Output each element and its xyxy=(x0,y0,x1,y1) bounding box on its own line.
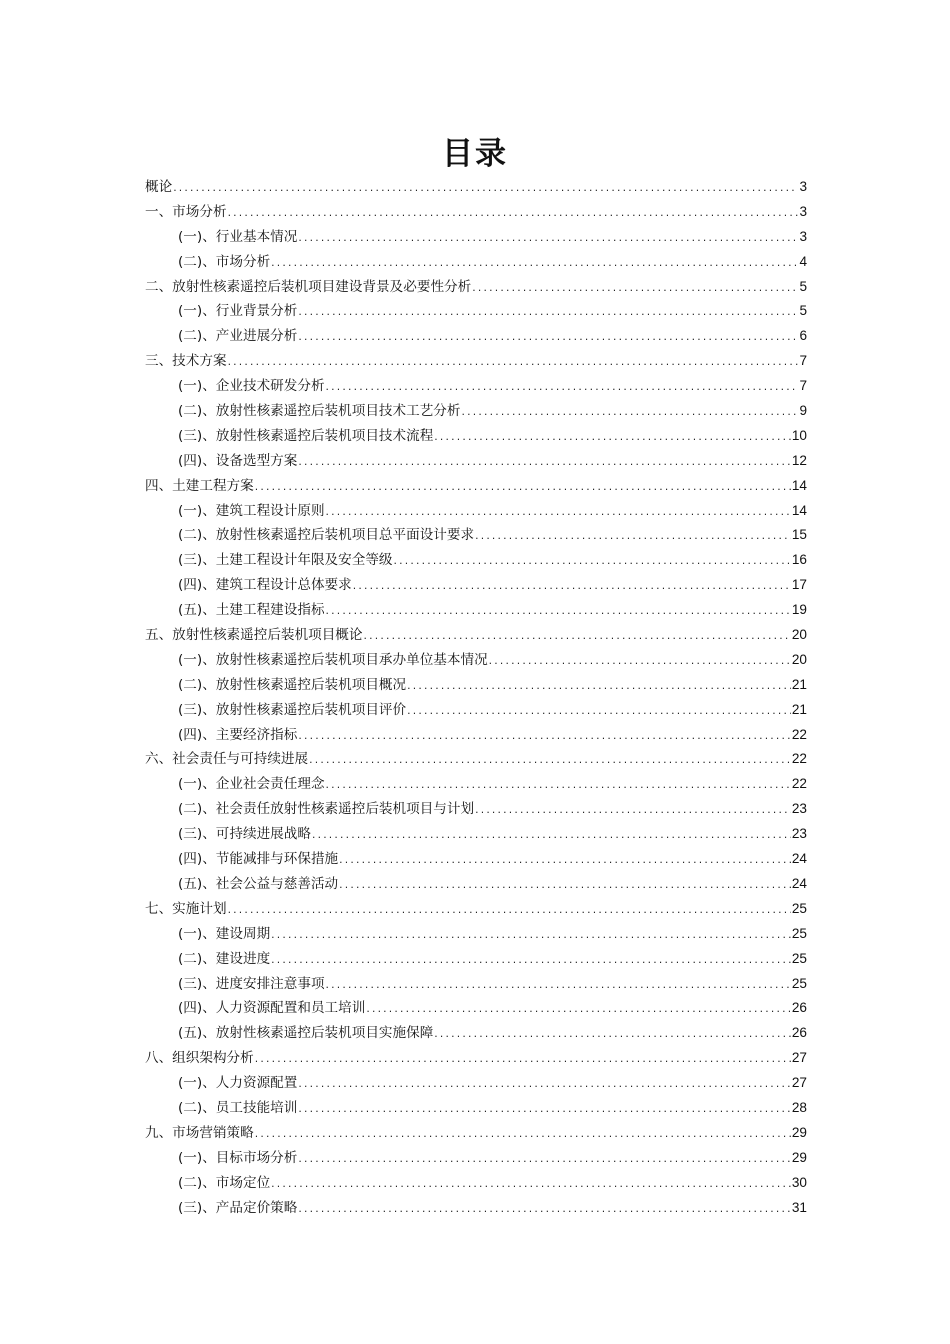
toc-page-number: 27 xyxy=(791,1075,807,1091)
toc-entry-label: (三)、放射性核素遥控后装机项目技术流程 xyxy=(178,427,434,444)
toc-dot-leader xyxy=(297,326,798,351)
toc-entry-label: (一)、企业社会责任理念 xyxy=(178,776,325,793)
toc-page-number: 25 xyxy=(791,900,807,916)
toc-dot-leader xyxy=(297,227,798,252)
toc-entry-label: (一)、建设周期 xyxy=(178,925,271,942)
toc-entry-label: (三)、产品定价策略 xyxy=(178,1199,298,1216)
toc-dot-leader xyxy=(460,401,798,426)
toc-page-number: 29 xyxy=(791,1124,807,1140)
toc-entry-label: (一)、放射性核素遥控后装机项目承办单位基本情况 xyxy=(178,651,488,668)
toc-entry-label: (一)、行业背景分析 xyxy=(178,303,298,320)
toc-subentry[interactable] xyxy=(145,1096,807,1121)
toc-subentry[interactable] xyxy=(145,449,807,474)
toc-dot-leader xyxy=(254,476,791,501)
toc-dot-leader xyxy=(172,177,798,202)
toc-dot-leader xyxy=(297,1098,791,1123)
toc-page-number: 4 xyxy=(799,253,807,269)
toc-subentry[interactable] xyxy=(145,548,807,573)
toc-subentry[interactable] xyxy=(145,1196,807,1221)
toc-subentry[interactable] xyxy=(145,698,807,723)
toc-dot-leader xyxy=(338,849,791,874)
toc-subentry[interactable] xyxy=(145,598,807,623)
toc-dot-leader xyxy=(297,1073,791,1098)
toc-page-number: 29 xyxy=(791,1149,807,1165)
toc-entry-label: (三)、进度安排注意事项 xyxy=(178,975,325,992)
toc-subentry[interactable] xyxy=(145,374,807,399)
toc-page-number: 5 xyxy=(799,278,807,294)
toc-entry-label: (一)、建筑工程设计原则 xyxy=(178,502,325,519)
toc-subentry[interactable] xyxy=(145,324,807,349)
toc-dot-leader xyxy=(227,202,799,227)
toc-subentry[interactable] xyxy=(145,499,807,524)
toc-entry[interactable] xyxy=(145,747,807,772)
toc-page-number: 3 xyxy=(799,179,807,194)
toc-entry-label: 一、市场分析 xyxy=(145,203,227,220)
toc-entry-label: (三)、土建工程设计年限及安全等级 xyxy=(178,552,393,569)
toc-page-number: 30 xyxy=(791,1174,807,1190)
toc-entry-label: (四)、设备选型方案 xyxy=(178,452,298,469)
toc-page-number: 17 xyxy=(791,577,807,593)
toc-page-number: 6 xyxy=(799,328,807,344)
toc-page-number: 7 xyxy=(799,353,807,369)
toc-dot-leader xyxy=(297,725,791,750)
toc-dot-leader xyxy=(270,252,798,277)
toc-entry[interactable] xyxy=(145,1046,807,1071)
toc-subentry[interactable] xyxy=(145,299,807,324)
toc-entry-label: (五)、放射性核素遥控后装机项目实施保障 xyxy=(178,1025,434,1042)
toc-dot-leader xyxy=(325,974,791,999)
toc-dot-leader xyxy=(433,426,791,451)
toc-page-number: 21 xyxy=(791,701,807,717)
toc-subentry[interactable] xyxy=(145,399,807,424)
toc-dot-leader xyxy=(406,675,791,700)
toc-dot-leader xyxy=(227,351,799,376)
toc-entry-label: (二)、产业进展分析 xyxy=(178,328,298,345)
toc-dot-leader xyxy=(433,1023,791,1048)
toc-page-number: 22 xyxy=(791,776,807,792)
toc-list xyxy=(145,175,807,1220)
toc-subentry[interactable] xyxy=(145,972,807,997)
toc-entry-label: (二)、社会责任放射性核素遥控后装机项目与计划 xyxy=(178,801,475,818)
toc-entry-label: (一)、人力资源配置 xyxy=(178,1075,298,1092)
toc-dot-leader xyxy=(297,1148,791,1173)
toc-page-number: 15 xyxy=(791,527,807,543)
toc-page-number: 12 xyxy=(791,452,807,468)
toc-subentry[interactable] xyxy=(145,523,807,548)
toc-page-number: 25 xyxy=(791,925,807,941)
toc-dot-leader xyxy=(325,376,799,401)
toc-subentry[interactable] xyxy=(145,723,807,748)
toc-entry-label: (四)、主要经济指标 xyxy=(178,726,298,743)
toc-page-number: 21 xyxy=(791,676,807,692)
toc-subentry[interactable] xyxy=(145,947,807,972)
toc-subentry[interactable] xyxy=(145,872,807,897)
toc-subentry[interactable] xyxy=(145,1071,807,1096)
toc-entry-label: (三)、放射性核素遥控后装机项目评价 xyxy=(178,701,407,718)
toc-entry[interactable] xyxy=(145,623,807,648)
toc-dot-leader xyxy=(352,575,791,600)
toc-entry-label: 九、市场营销策略 xyxy=(145,1124,254,1141)
toc-entry[interactable] xyxy=(145,1121,807,1146)
toc-page-number: 20 xyxy=(791,627,807,643)
toc-subentry[interactable] xyxy=(145,1146,807,1171)
toc-entry-label: (二)、放射性核素遥控后装机项目概况 xyxy=(178,676,407,693)
toc-entry-label: 四、土建工程方案 xyxy=(145,477,254,494)
toc-subentry[interactable] xyxy=(145,225,807,250)
toc-dot-leader xyxy=(471,277,798,302)
toc-dot-leader xyxy=(363,625,791,650)
toc-page-number: 25 xyxy=(791,975,807,991)
toc-page-number: 5 xyxy=(799,303,807,319)
toc-entry-label: 五、放射性核素遥控后装机项目概论 xyxy=(145,627,363,644)
toc-page-number: 14 xyxy=(791,477,807,493)
toc-entry-label: 六、社会责任与可持续进展 xyxy=(145,751,309,768)
toc-entry-label: (一)、企业技术研发分析 xyxy=(178,378,325,395)
toc-entry-label: (一)、行业基本情况 xyxy=(178,228,298,245)
toc-page-number: 3 xyxy=(799,228,807,244)
toc-page-number: 23 xyxy=(791,826,807,842)
toc-page-number: 7 xyxy=(799,378,807,394)
toc-entry-label: 八、组织架构分析 xyxy=(145,1050,254,1067)
toc-entry[interactable] xyxy=(145,175,807,200)
toc-subentry[interactable] xyxy=(145,922,807,947)
toc-page-number: 23 xyxy=(791,801,807,817)
toc-entry-label: (二)、放射性核素遥控后装机项目技术工艺分析 xyxy=(178,403,461,420)
toc-page-number: 24 xyxy=(791,851,807,867)
toc-page-number: 31 xyxy=(791,1199,807,1215)
toc-subentry[interactable] xyxy=(145,648,807,673)
toc-page-number: 3 xyxy=(799,203,807,219)
toc-dot-leader xyxy=(474,525,791,550)
toc-subentry[interactable] xyxy=(145,797,807,822)
toc-dot-leader xyxy=(406,700,791,725)
toc-dot-leader xyxy=(393,550,791,575)
toc-entry-label: (五)、土建工程建设指标 xyxy=(178,602,325,619)
toc-page-number: 24 xyxy=(791,875,807,891)
toc-page-number: 26 xyxy=(791,1025,807,1041)
toc-dot-leader xyxy=(338,874,791,899)
toc-entry-label: (三)、可持续进展战略 xyxy=(178,826,311,843)
toc-entry-label: (四)、人力资源配置和员工培训 xyxy=(178,1000,366,1017)
toc-entry-label: (二)、建设进度 xyxy=(178,950,271,967)
toc-subentry[interactable] xyxy=(145,1021,807,1046)
toc-page-number: 9 xyxy=(799,403,807,419)
toc-page-number: 28 xyxy=(791,1099,807,1115)
toc-page-number: 16 xyxy=(791,552,807,568)
toc-entry-label: 概论 xyxy=(145,179,173,195)
toc-title: 目录 xyxy=(442,136,508,172)
toc-subentry[interactable] xyxy=(145,1171,807,1196)
toc-dot-leader xyxy=(270,924,791,949)
toc-dot-leader xyxy=(365,998,791,1023)
toc-entry-label: (四)、建筑工程设计总体要求 xyxy=(178,577,352,594)
toc-entry-label: (二)、市场定位 xyxy=(178,1174,271,1191)
toc-subentry[interactable] xyxy=(145,822,807,847)
toc-subentry[interactable] xyxy=(145,424,807,449)
toc-dot-leader xyxy=(270,1173,791,1198)
toc-entry[interactable] xyxy=(145,474,807,499)
toc-entry-label: 七、实施计划 xyxy=(145,900,227,917)
toc-dot-leader xyxy=(308,749,791,774)
toc-entry-label: 二、放射性核素遥控后装机项目建设背景及必要性分析 xyxy=(145,278,472,295)
toc-subentry[interactable] xyxy=(145,573,807,598)
toc-dot-leader xyxy=(325,774,791,799)
toc-entry-label: (二)、放射性核素遥控后装机项目总平面设计要求 xyxy=(178,527,475,544)
toc-subentry[interactable] xyxy=(145,673,807,698)
toc-page-number: 27 xyxy=(791,1050,807,1066)
toc-dot-leader xyxy=(254,1123,791,1148)
toc-subentry[interactable] xyxy=(145,772,807,797)
toc-entry-label: (五)、社会公益与慈善活动 xyxy=(178,875,339,892)
toc-page-number: 26 xyxy=(791,1000,807,1016)
toc-page-number: 19 xyxy=(791,602,807,618)
toc-dot-leader xyxy=(325,600,791,625)
toc-page-number: 25 xyxy=(791,950,807,966)
toc-dot-leader xyxy=(227,899,791,924)
toc-subentry[interactable] xyxy=(145,847,807,872)
toc-dot-leader xyxy=(270,949,791,974)
toc-entry[interactable] xyxy=(145,275,807,300)
toc-dot-leader xyxy=(488,650,791,675)
toc-page-number: 10 xyxy=(791,427,807,443)
toc-dot-leader xyxy=(474,799,791,824)
toc-page-number: 20 xyxy=(791,651,807,667)
toc-page-number: 22 xyxy=(791,726,807,742)
toc-subentry[interactable] xyxy=(145,996,807,1021)
toc-dot-leader xyxy=(297,301,798,326)
toc-entry[interactable] xyxy=(145,349,807,374)
toc-dot-leader xyxy=(325,501,791,526)
toc-entry-label: 三、技术方案 xyxy=(145,353,227,370)
toc-entry-label: (二)、市场分析 xyxy=(178,253,271,270)
toc-entry-label: (二)、员工技能培训 xyxy=(178,1099,298,1116)
toc-dot-leader xyxy=(297,1198,791,1223)
toc-dot-leader xyxy=(254,1048,791,1073)
toc-page-number: 14 xyxy=(791,502,807,518)
toc-page-number: 22 xyxy=(791,751,807,767)
toc-entry[interactable] xyxy=(145,897,807,922)
toc-subentry[interactable] xyxy=(145,250,807,275)
toc-dot-leader xyxy=(311,824,791,849)
toc-entry[interactable] xyxy=(145,200,807,225)
toc-entry-label: (四)、节能减排与环保措施 xyxy=(178,851,339,868)
toc-dot-leader xyxy=(297,451,791,476)
toc-entry-label: (一)、目标市场分析 xyxy=(178,1149,298,1166)
